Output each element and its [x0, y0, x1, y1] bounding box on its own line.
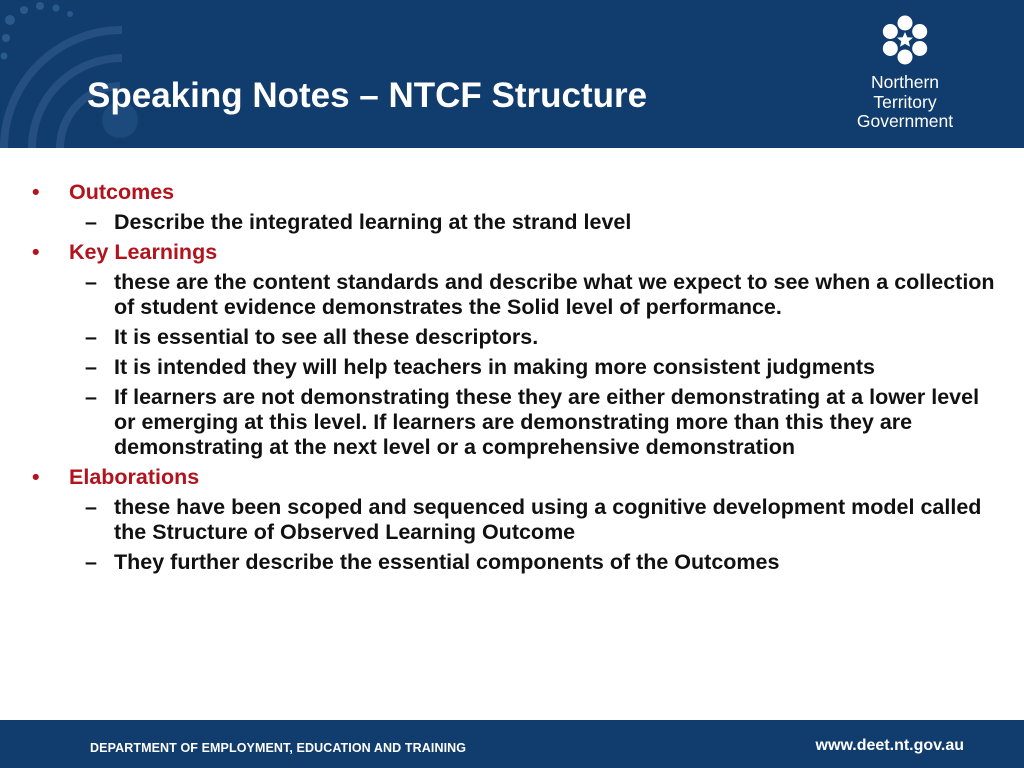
sub-point	[85, 495, 998, 545]
website-url: www.deet.nt.gov.au	[815, 737, 964, 754]
slide-body	[28, 180, 998, 580]
bullet-heading: Outcomes	[69, 180, 175, 204]
sub-point	[85, 550, 998, 575]
bullet-item-key-learnings	[28, 240, 998, 265]
logo-line: Government	[856, 111, 954, 131]
sub-point-text: these are the content standards and describe what we expect to see when a collection of student evidence demonstrates the Solid level of performance.	[114, 270, 995, 319]
logo-line: Territory	[873, 91, 937, 112]
sub-point	[85, 270, 998, 320]
dash-marker: –	[85, 210, 97, 234]
sub-point	[85, 325, 998, 350]
sub-point-text: It is intended they will help teachers in making more consistent judgments	[114, 355, 876, 379]
dash-marker: –	[85, 270, 97, 294]
sub-point-text: If learners are not demonstrating these they are either demonstrating at a lower level or emerging at this level. If learners are demonstrating more than this they are demonstrating at the next level or a comprehensive demonstration	[114, 385, 980, 459]
sub-point-text: Describe the integrated learning at the strand level	[114, 210, 632, 234]
sub-point-text: these have been scoped and sequenced using a cognitive development model called the Structure of Observed Learning Outcome	[114, 495, 982, 544]
sub-point	[85, 385, 998, 460]
flower-emblem-icon	[879, 14, 931, 66]
dash-marker: –	[85, 325, 97, 349]
slide-footer	[0, 720, 1024, 768]
bullet-heading: Key Learnings	[69, 240, 218, 264]
department-name: DEPARTMENT OF EMPLOYMENT, EDUCATION AND TRAINING	[90, 741, 467, 755]
sub-point	[85, 355, 998, 380]
bullet-marker: •	[32, 180, 40, 204]
bullet-item-elaborations	[28, 465, 998, 490]
dash-marker: –	[85, 355, 97, 379]
bullet-item-outcomes	[28, 180, 998, 205]
sub-point-text: It is essential to see all these descriptors.	[114, 325, 539, 349]
dash-marker: –	[85, 550, 97, 574]
dash-marker: –	[85, 385, 97, 409]
bullet-heading: Elaborations	[69, 465, 200, 489]
bullet-marker: •	[32, 240, 40, 264]
logo-wordmark	[830, 73, 980, 132]
sub-point	[85, 210, 998, 235]
sub-point-text: They further describe the essential components of the Outcomes	[114, 550, 780, 574]
slide-header	[0, 0, 1024, 148]
slide-title: Speaking Notes – NTCF Structure	[87, 76, 648, 115]
dash-marker: –	[85, 495, 97, 519]
logo-line: Northern	[870, 72, 940, 92]
bullet-marker: •	[32, 465, 40, 489]
nt-government-logo	[830, 14, 980, 138]
